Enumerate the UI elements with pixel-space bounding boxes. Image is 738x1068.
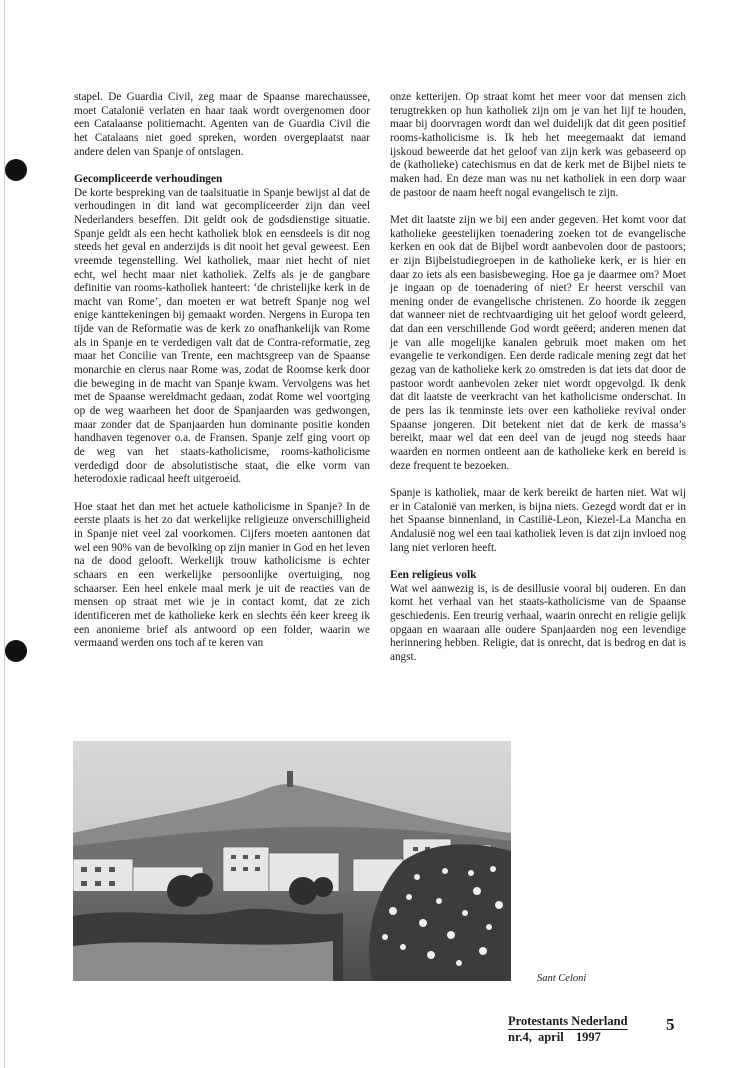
section-heading-religieus: Een religieus volk [390, 568, 477, 581]
publication-footer [508, 1014, 628, 1045]
right-paragraph-4: Wat wel aanwezig is, is de desillusie vooral bij ouderen. En dan komt het verhaal van het staats-katholicisme van de Spaanse geschiedenis. Een treurig verhaal, waarin onrecht en religie gelijk opgaan en waaraan alle oudere Spanjaarden nog een levendige herinnering hebben. Religie, dat is onrecht, dat is bedrog en dat is angst. [390, 582, 686, 663]
section-heading-gecompliceerde: Gecompliceerde verhoudingen [74, 172, 223, 185]
right-column [390, 91, 686, 678]
issue-date: april 1997 [537, 1030, 601, 1044]
right-paragraph-2: Met dit laatste zijn we bij een ander gegeven. Het komt voor dat katholieke geestelijken toenadering zoeken tot de evangelische kerken en ook dat de Bijbel wordt aanbevolen door de pastoors; er zijn Bijbelstudiegroepen in de katholieke kerk, er is hier en daar zo iets als een basisbeweging. Hoe ga je daarmee om? Moet je ingaan op de toenadering of niet? Er heerst verschil van mening onder de evangelische christenen. Zo hoorde ik zeggen dat wanneer niet de rechtvaardiging uit het geloof wordt geleerd, dat dan een verschillende God wordt geëerd; anderen menen dat je van alle mogelijke kanalen gebruik moet maken om het evangelie te verkondigen. Een derde radicale mening zegt dat het gezag van de katholieke kerk zo omstreden is dat iets dat door de pastoor wordt aanbevolen zeker niet wordt opgevolgd. Ik denk dat dit laatste de veerkracht van het katholicisme onderschat. In de pers las ik tenminste iets over een katholieke revival onder Spaanse jongeren. Dit betekent niet dat de kerk de massa’s bereikt, maar wel dat een deel van de jeugd nog steeds haar waarden en normen ontleent aan de katholieke kerk en bereid is deze frequent te bezoeken. [390, 213, 686, 472]
left-paragraph-1: stapel. De Guardia Civil, zeg maar de Spaanse marechaussee, moet Catalonië verlaten en haar taak wordt overgenomen door een Catalaanse politiemacht. Agenten van de Guardia Civil die het Catalaans niet goed spreken, worden overgeplaatst naar andere delen van Spanje of ontslagen. [74, 91, 370, 158]
right-paragraph-3: Spanje is katholiek, maar de kerk bereikt de harten niet. Wat wij er in Catalonië van merken, is bijna niets. Gezegd wordt dat er in het Spaanse binnenland, in Castilië-Leon, Kiezel-La Mancha en Andalusië nog wel een taai katholiek leven is dat zijn invloed nog lang niet verloren heeft. [390, 487, 686, 554]
left-column [74, 91, 370, 665]
punch-hole-bottom [5, 640, 27, 662]
left-paragraph-2: De korte bespreking van de taalsituatie in Spanje bewijst al dat de verhoudingen in dit land wat gecompliceerder zijn dan veel Nederlanders beseffen. Dit geldt ook de godsdienstige situatie. Spanje geldt als een hecht katholiek blok en eensdeels is dit nog steeds het geval en anderzijds is dit nooit het geval geweest. Een vreemde tegenstelling. Wel katholiek, maar niet hecht of niet echt, wel hecht maar niet katholiek. Zelfs als je de gangbare definitie van rooms-katholiek hanteert: ‘de christelijke kerk in de macht van Rome’, dan moeten er wat betreft Spanje nog wel enige kanttekeningen bij gemaakt worden. Nergens in Europa ten tijde van de Reformatie was de kerk zo onafhankelijk van Rome als in Spanje en te verdedigen valt dat de Contra-reformatie, zeg maar het Concilie van Trente, een machtsgreep van de Spaanse monarchie en clerus naar Rome was, zodat de Roomse kerk door die beweging in de macht van Spanje kwam. Vervolgens was het met de Spaanse wereldmacht gedaan, zodat Rome wel voortging op de weg waarheen het door de Spanjaarden was gedwongen, maar zonder dat de Spanjaarden hun dominante positie konden handhaven tegenover o.a. de Fransen. Spanje zelf ging voort op de weg van het staats-katholicisme, rooms-katholicisme verdedigd door de absolutistische staat, die elke vorm van heterodoxie radicaal heeft uitgeroeid. [74, 186, 370, 486]
publication-issue [508, 1030, 628, 1045]
page-number: 5 [666, 1015, 675, 1034]
punch-hole-top [5, 159, 27, 181]
left-paragraph-3: Hoe staat het dan met het actuele katholicisme in Spanje? In de eerste plaats is het zo dat werkelijke religieuze onverschilligheid in Spanje niet veel zal voorkomen. Cijfers moeten aantonen dat wel een 90% van de bevolking op zijn manier in God en het leven na de dood gelooft. Werkelijk trouw katholicisme is echter schaars en een werkelijke persoonlijke overtuiging, nog schaarser. Een heel enkele maal merk je uit de reacties van de mensen op straat met wie je in contact komt, dat ze zich identificeren met de katholieke kerk en slechts één keer kreeg ik een anonieme brief als antwoord op een folder, waarin we vermaand werden ons toch af te keren van [74, 500, 370, 650]
issue-number: nr.4, [508, 1030, 532, 1044]
publication-name: Protestants Nederland [508, 1014, 628, 1028]
photo-caption: Sant Celoni [537, 973, 587, 984]
page-edge [4, 0, 5, 1068]
right-paragraph-1: onze ketterijen. Op straat komt het meer voor dat mensen zich terugtrekken op hun katholiek zijn om je van het lijf te houden, maar bij doorvragen wordt dan wel duidelijk dat dit geen positief rooms-katholicisme is. Ik heb het meegemaakt dat iemand ijskoud beweerde dat het geloof van zijn kerk was gebaseerd op de (katholieke) catechismus en dat de kerk met de Bijbel niets te maken had. En deze man was nu net katholiek in een dorp waar de pastoor de naam heeft nogal evangelisch te zijn. [390, 91, 686, 199]
town-photo [73, 741, 511, 981]
